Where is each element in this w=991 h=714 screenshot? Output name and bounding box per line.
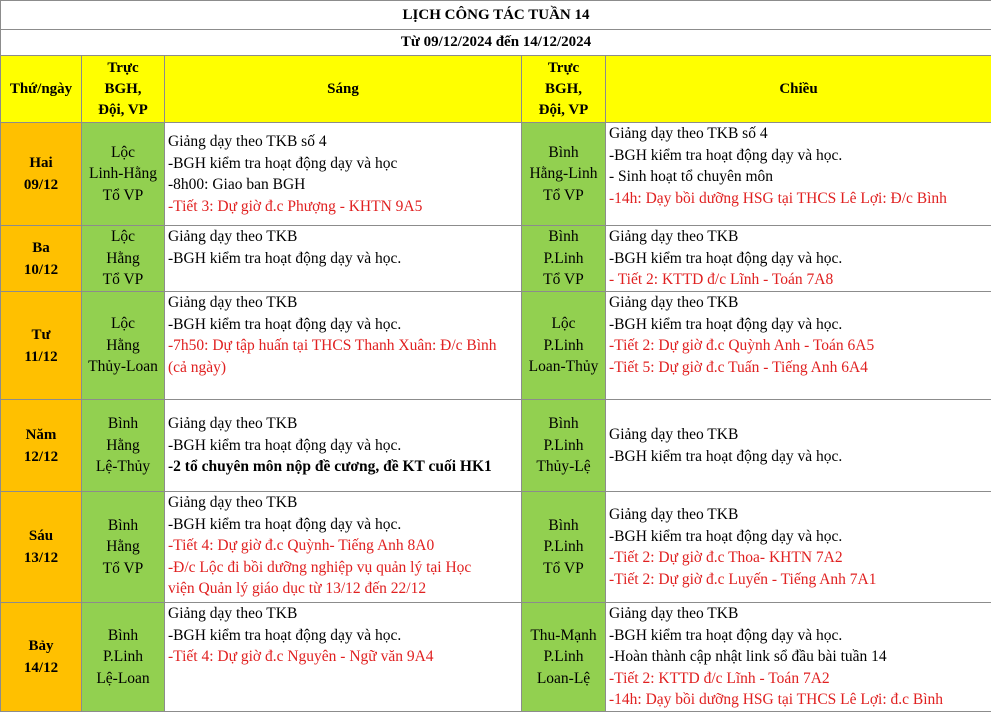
duty-afternoon-cell-line: Thủy-Lệ (536, 458, 591, 476)
activity-line: Giảng dạy theo TKB số 4 (609, 125, 768, 142)
day-cell-line: 10/12 (23, 261, 59, 278)
activity-line: -7h50: Dự tập huấn tại THCS Thanh Xuân: Đ/c Bình (168, 337, 497, 354)
day-cell (1, 123, 82, 226)
day-cell-line: 09/12 (23, 177, 59, 193)
duty-afternoon-cell-line: P.Linh (543, 538, 584, 556)
header-text: BGH, (544, 80, 583, 97)
activity-line: Giảng dạy theo TKB (168, 228, 298, 245)
activity-line: -Tiết 3: Dự giờ đ.c Phượng - KHTN 9A5 (168, 197, 423, 215)
duty-afternoon-cell-line: Loan-Lệ (536, 669, 591, 687)
activity-line: -2 tổ chuyên môn nộp đề cương, đề KT cuối HK1 (168, 458, 492, 476)
activity-line: -BGH kiểm tra hoạt động dạy và học. (609, 447, 843, 465)
activity-line: -BGH kiểm tra hoạt động dạy và học. (168, 626, 402, 644)
duty-morning-cell-line: Hằng (106, 249, 140, 267)
duty-morning-cell-line: Tổ VP (102, 271, 144, 289)
duty-morning-cell (82, 400, 165, 492)
activity-line: - Sinh hoạt tổ chuyên môn (609, 168, 774, 185)
header-morning: Sáng (165, 56, 522, 123)
activity-line: viện Quản lý giáo dục từ 13/12 đến 22/12 (168, 580, 427, 597)
duty-morning-cell-line: Lộc (110, 228, 136, 246)
day-cell-line: Sáu (28, 528, 54, 544)
activity-line: -BGH kiểm tra hoạt động dạy và học. (168, 515, 402, 533)
activity-line: (cả ngày) (168, 358, 227, 376)
activity-line: - Tiết 2: KTTD đ/c Lĩnh - Toán 7A8 (609, 271, 834, 288)
activity-line: -Tiết 2: KTTD đ/c Lĩnh - Toán 7A2 (609, 669, 830, 687)
duty-morning-cell (82, 292, 165, 400)
duty-afternoon-cell-line: P.Linh (543, 648, 584, 665)
duty-morning-cell-line: Tổ VP (102, 559, 144, 577)
activity-line: -BGH kiểm tra hoạt động dạy và học. (609, 146, 843, 164)
activity-line: -8h00: Giao ban BGH (168, 176, 306, 193)
activity-line: -Đ/c Lộc đi bồi dưỡng nghiệp vụ quản lý tại Học (168, 558, 472, 576)
duty-afternoon-cell-line: P.Linh (543, 436, 584, 454)
date-range: Từ 09/12/2024 đến 14/12/2024 (1, 30, 991, 56)
header-text: Trực (547, 59, 580, 76)
duty-afternoon-cell-line: Tổ VP (543, 559, 584, 577)
activity-line: -Tiết 2: Dự giờ đ.c Thoa- KHTN 7A2 (609, 549, 843, 566)
duty-morning-cell-line: Bình (107, 415, 139, 433)
duty-morning-cell (82, 123, 165, 226)
duty-morning-cell-line: Tổ VP (102, 186, 144, 204)
duty-afternoon-cell (522, 226, 606, 292)
duty-morning-cell-line: Lộc (110, 143, 136, 161)
duty-morning-cell-line: Hằng (106, 336, 140, 354)
activity-line: -BGH kiểm tra hoạt động dạy và học. (609, 527, 843, 545)
duty-afternoon-cell (522, 400, 606, 492)
activity-line: -Tiết 4: Dự giờ đ.c Nguyên - Ngữ văn 9A4 (168, 648, 434, 665)
duty-morning-cell-line: Lộc (110, 315, 136, 333)
duty-morning-cell-line: Bình (107, 626, 139, 644)
header-row (1, 56, 991, 123)
table-row (1, 226, 991, 292)
header-text: Trực (107, 59, 139, 76)
activity-line: Giảng dạy theo TKB (609, 228, 739, 245)
day-cell-line: 14/12 (23, 659, 59, 676)
table-row (1, 123, 991, 226)
table-row (1, 492, 991, 603)
duty-morning-cell-line: Hằng (106, 436, 140, 454)
duty-afternoon-cell-line: Bình (548, 516, 579, 534)
table-row (1, 603, 991, 712)
header-day: Thứ/ngày (1, 56, 82, 123)
duty-afternoon-cell-line: Loan-Thủy (528, 358, 599, 376)
day-cell-line: 13/12 (23, 550, 59, 566)
duty-afternoon-cell-line: Bình (548, 143, 579, 161)
header-text: BGH, (104, 80, 142, 97)
activity-line: -Tiết 5: Dự giờ đ.c Tuấn - Tiếng Anh 6A4 (609, 358, 868, 376)
duty-morning-cell-line: Hằng (106, 538, 140, 556)
day-cell-line: Năm (25, 426, 57, 443)
activity-line: -BGH kiểm tra hoạt động dạy và học. (168, 436, 402, 454)
morning-cell (165, 400, 522, 492)
duty-afternoon-cell-line: Bình (548, 228, 579, 246)
activity-line: Giảng dạy theo TKB (609, 506, 739, 523)
morning-cell (165, 123, 522, 226)
day-cell-line: Bảy (28, 637, 54, 654)
duty-morning-cell (82, 603, 165, 712)
activity-line: -Tiết 4: Dự giờ đ.c Quỳnh- Tiếng Anh 8A0 (168, 537, 435, 554)
activity-line: -14h: Dạy bồi dưỡng HSG tại THCS Lê Lợi: Đ/c Bình (609, 189, 947, 207)
duty-afternoon-cell (522, 123, 606, 226)
header-duty-afternoon (522, 56, 606, 123)
activity-line: -BGH kiểm tra hoạt động dạy và học. (168, 249, 402, 267)
activity-line: -BGH kiểm tra hoạt động dạy và học. (609, 249, 843, 267)
activity-line: -BGH kiểm tra hoạt động dạy và học (168, 154, 398, 172)
header-text: Đội, VP (98, 101, 148, 118)
duty-afternoon-cell (522, 603, 606, 712)
afternoon-cell (606, 400, 991, 492)
duty-afternoon-cell (522, 492, 606, 603)
day-cell-line: Ba (32, 239, 50, 256)
duty-afternoon-cell-line: P.Linh (543, 249, 584, 267)
afternoon-cell (606, 603, 991, 712)
duty-morning-cell-line: Lệ-Loan (96, 669, 150, 687)
afternoon-cell (606, 226, 991, 292)
activity-line: Giảng dạy theo TKB (168, 494, 298, 511)
morning-cell (165, 492, 522, 603)
duty-morning-cell-line: Bình (107, 516, 139, 534)
header-afternoon: Chiều (606, 56, 991, 123)
table-row (1, 400, 991, 492)
day-cell-line: 12/12 (23, 448, 59, 465)
activity-line: -BGH kiểm tra hoạt động dạy và học. (609, 315, 843, 333)
page-title: LỊCH CÔNG TÁC TUẦN 14 (1, 1, 991, 30)
day-cell (1, 226, 82, 292)
duty-afternoon-cell-line: Thu-Mạnh (530, 626, 597, 644)
duty-morning-cell (82, 226, 165, 292)
duty-morning-cell (82, 492, 165, 603)
activity-line: Giảng dạy theo TKB (609, 294, 739, 311)
activity-line: -Hoàn thành cập nhật link sổ đầu bài tuần 14 (609, 648, 887, 665)
activity-line: Giảng dạy theo TKB (168, 294, 298, 311)
activity-line: Giảng dạy theo TKB (168, 415, 298, 433)
day-cell (1, 400, 82, 492)
activity-line: -Tiết 2: Dự giờ đ.c Luyến - Tiếng Anh 7A1 (609, 570, 877, 588)
day-cell (1, 492, 82, 603)
activity-line: Giảng dạy theo TKB (609, 605, 739, 622)
activity-line: -Tiết 2: Dự giờ đ.c Quỳnh Anh - Toán 6A5 (609, 337, 875, 354)
activity-line: Giảng dạy theo TKB (609, 426, 739, 443)
activity-line: Giảng dạy theo TKB (168, 605, 298, 622)
afternoon-cell (606, 123, 991, 226)
duty-morning-cell-line: Lệ-Thủy (95, 458, 151, 476)
afternoon-cell (606, 292, 991, 400)
duty-morning-cell-line: Linh-Hằng (88, 165, 157, 183)
day-cell (1, 603, 82, 712)
duty-afternoon-cell-line: Hằng-Linh (529, 165, 598, 183)
day-cell-line: Tư (31, 326, 51, 343)
duty-afternoon-cell-line: Bình (548, 415, 579, 433)
duty-morning-cell-line: P.Linh (102, 648, 144, 665)
afternoon-cell (606, 492, 991, 603)
morning-cell (165, 292, 522, 400)
activity-line: -BGH kiểm tra hoạt động dạy và học. (168, 315, 402, 333)
duty-afternoon-cell-line: P.Linh (543, 336, 584, 354)
duty-morning-cell-line: Thủy-Loan (88, 358, 158, 376)
activity-line: Giảng dạy theo TKB số 4 (168, 133, 327, 150)
morning-cell (165, 603, 522, 712)
activity-line: -BGH kiểm tra hoạt động dạy và học. (609, 626, 843, 644)
day-cell (1, 292, 82, 400)
morning-cell (165, 226, 522, 292)
table-row (1, 292, 991, 400)
duty-afternoon-cell-line: Tổ VP (543, 271, 584, 289)
header-duty-morning (82, 56, 165, 123)
duty-afternoon-cell-line: Tổ VP (543, 186, 584, 204)
day-cell-line: Hai (29, 155, 53, 171)
activity-line: -14h: Dạy bồi dưỡng HSG tại THCS Lê Lợi: đ.c Bình (609, 691, 944, 708)
day-cell-line: 11/12 (24, 348, 58, 365)
duty-afternoon-cell (522, 292, 606, 400)
duty-afternoon-cell-line: Lộc (551, 315, 576, 333)
header-text: Đội, VP (538, 101, 589, 118)
